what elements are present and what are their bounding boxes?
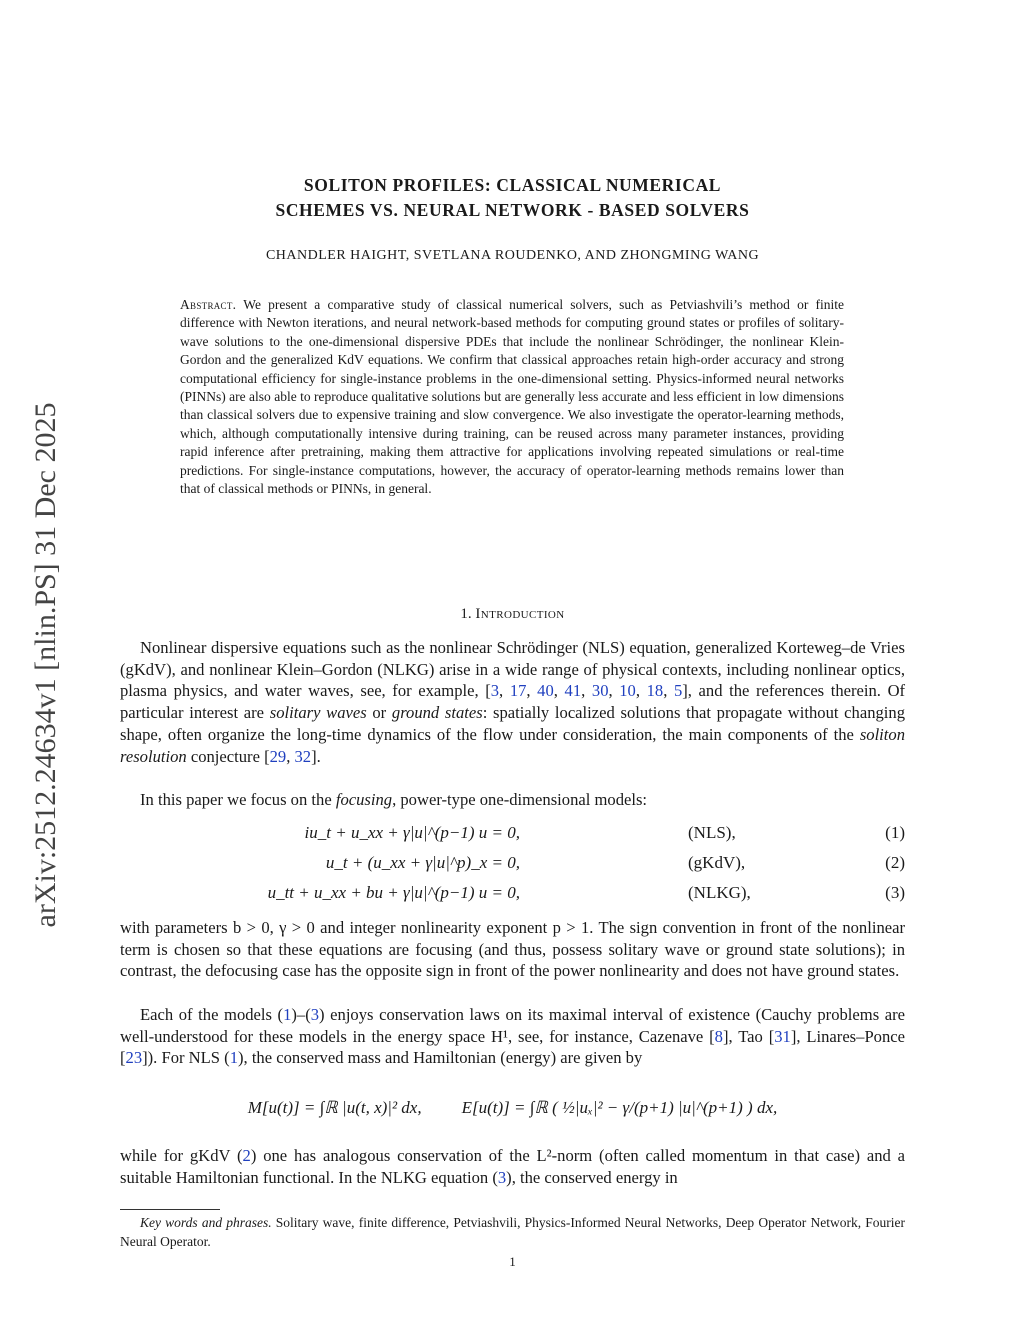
energy-functional: E[u(t)] = ∫ℝ ( ½|uₓ|² − γ/(p+1) |u|^(p+1) ) dx, (461, 1098, 778, 1117)
paragraph-intro-1: Nonlinear dispersive equations such as the nonlinear Schrödinger (NLS) equation, generalized Korteweg–de Vries (gKdV), and nonlinear Klein–Gordon (NLKG) arise in a wide range of physical contexts, including nonlinear optics, plasma physics, and water waves, see, for example, [3, 17, 40, 41, 30, 10, 18, 5], and the references therein. Of particular interest are solitary waves or ground states: spatially localized solutions that propagate without changing shape, often organize the long-time dynamics of the flow under consideration, the main components of the soliton resolution conjecture [29, 32]. (120, 638, 906, 766)
paragraph-gkdv-conservation: while for gKdV (2) one has analogous conservation of the L²-norm (often called momentum in that case) and a suitable Hamiltonian functional. In the NLKG equation (3), the conserved energy in (120, 1146, 905, 1187)
citation-link[interactable]: 40 (537, 681, 554, 701)
equation-link[interactable]: 3 (497, 1167, 507, 1187)
equation-number: (3) (885, 883, 905, 902)
citation-link[interactable]: 29 (269, 746, 287, 766)
equation-nlkg (120, 883, 905, 909)
citation-link[interactable]: 30 (591, 681, 609, 701)
equation-formula: u_tt + u_xx + bu + γ|u|^(p−1) u = 0, (267, 883, 520, 902)
equation-label: (NLS), (688, 823, 736, 842)
citation-link[interactable]: 23 (125, 1048, 143, 1068)
equation-link[interactable]: 3 (310, 1005, 320, 1024)
section-name: Introduction (475, 606, 565, 622)
equation-number: (1) (885, 823, 905, 842)
footnote-lead: Key words and phrases. (140, 1215, 272, 1230)
paper-title-line-2: SCHEMES VS. NEURAL NETWORK - BASED SOLVERS (275, 200, 750, 220)
arxiv-identifier-stamp (28, 365, 64, 965)
arxiv-identifier-text: arXiv:2512.24634v1 [nlin.PS] 31 Dec 2025 (29, 402, 62, 928)
citation-link[interactable]: 17 (509, 681, 527, 701)
paper-title (120, 173, 905, 223)
footnote-text: Solitary wave, finite difference, Petviashvili, Physics-Informed Neural Networks, Deep Operator Network, Fourier Neural Operator. (120, 1215, 905, 1249)
section-heading-introduction (120, 606, 905, 623)
author-list: CHANDLER HAIGHT, SVETLANA ROUDENKO, AND ZHONGMING WANG (265, 248, 760, 263)
paper-title-line-1: SOLITON PROFILES: CLASSICAL NUMERICAL (303, 175, 722, 195)
equation-nls (120, 823, 905, 849)
conservation-laws-equation (120, 1098, 905, 1118)
abstract-lead: Abstract. (180, 297, 237, 312)
mass-functional: M[u(t)] = ∫ℝ |u(t, x)|² dx, (247, 1098, 422, 1117)
citation-link[interactable]: 3 (490, 681, 500, 701)
equation-link[interactable]: 1 (229, 1048, 238, 1068)
equation-label: (NLKG), (688, 883, 751, 902)
equation-link[interactable]: 1 (283, 1005, 292, 1024)
abstract (180, 296, 844, 498)
paragraph-parameters: with parameters b > 0, γ > 0 and integer nonlinearity exponent p > 1. The sign convention in front of the nonlinear term is chosen so that these equations are focusing (and thus, possess solitary wave or ground state solutions); in contrast, the defocusing case has the opposite sign in front of the power nonlinearity and does not have ground states. (120, 918, 905, 981)
footnote-divider (120, 1209, 220, 1210)
section-number: 1. (460, 606, 472, 622)
citation-link[interactable]: 5 (673, 681, 683, 701)
paragraph-intro-2: In this paper we focus on the focusing, power-type one-dimensional models: (140, 790, 648, 809)
abstract-text: We present a comparative study of classical numerical solvers, such as Petviashvili’s method or finite difference with Newton iterations, and neural network-based methods for computing ground states or profiles of solitary-wave solutions to the one-dimensional dispersive PDEs that include the nonlinear Schrödinger, the nonlinear Klein-Gordon and the generalized KdV equations. We confirm that classical approaches retain high-order accuracy and strong computational efficiency for single-instance problems in the one-dimensional setting. Physics-informed neural networks (PINNs) are also able to reproduce qualitative solutions but are generally less accurate and less efficient in low dimensions than classical solvers due to expensive training and slow convergence. We also investigate the operator-learning methods, which, although computationally intensive during training, can be reused across many parameter instances, providing rapid inference after pretraining, making them attractive for applications involving repeated simulations or real-time predictions. For single-instance computations, however, the accuracy of operator-learning methods remains lower than that of classical methods or PINNs, in general. (180, 297, 845, 497)
equation-gkdv (120, 853, 905, 879)
equation-formula: u_t + (u_xx + γ|u|^p)_x = 0, (325, 853, 520, 872)
citation-link[interactable]: 41 (564, 681, 582, 701)
equation-link[interactable]: 2 (242, 1146, 251, 1165)
citation-link[interactable]: 32 (294, 746, 312, 766)
citation-link[interactable]: 10 (619, 681, 636, 701)
citation-link[interactable]: 31 (774, 1026, 791, 1046)
citation-link[interactable]: 18 (646, 681, 664, 701)
footnote-keywords (120, 1213, 905, 1251)
equation-number: (2) (885, 853, 905, 872)
equation-label: (gKdV), (688, 853, 746, 872)
page-number: 1 (509, 1254, 516, 1269)
equation-formula: iu_t + u_xx + γ|u|^(p−1) u = 0, (304, 823, 520, 842)
citation-link[interactable]: 8 (714, 1026, 723, 1046)
paragraph-conservation: Each of the models (1)–(3) enjoys conservation laws on its maximal interval of existence (Cauchy problems are well-understood for these models in the energy space H¹, see, for instance, Cazenave [8], Tao [31], Linares–Ponce [23]). For NLS (1), the conserved mass and Hamiltonian (energy) are given by (120, 1005, 905, 1068)
